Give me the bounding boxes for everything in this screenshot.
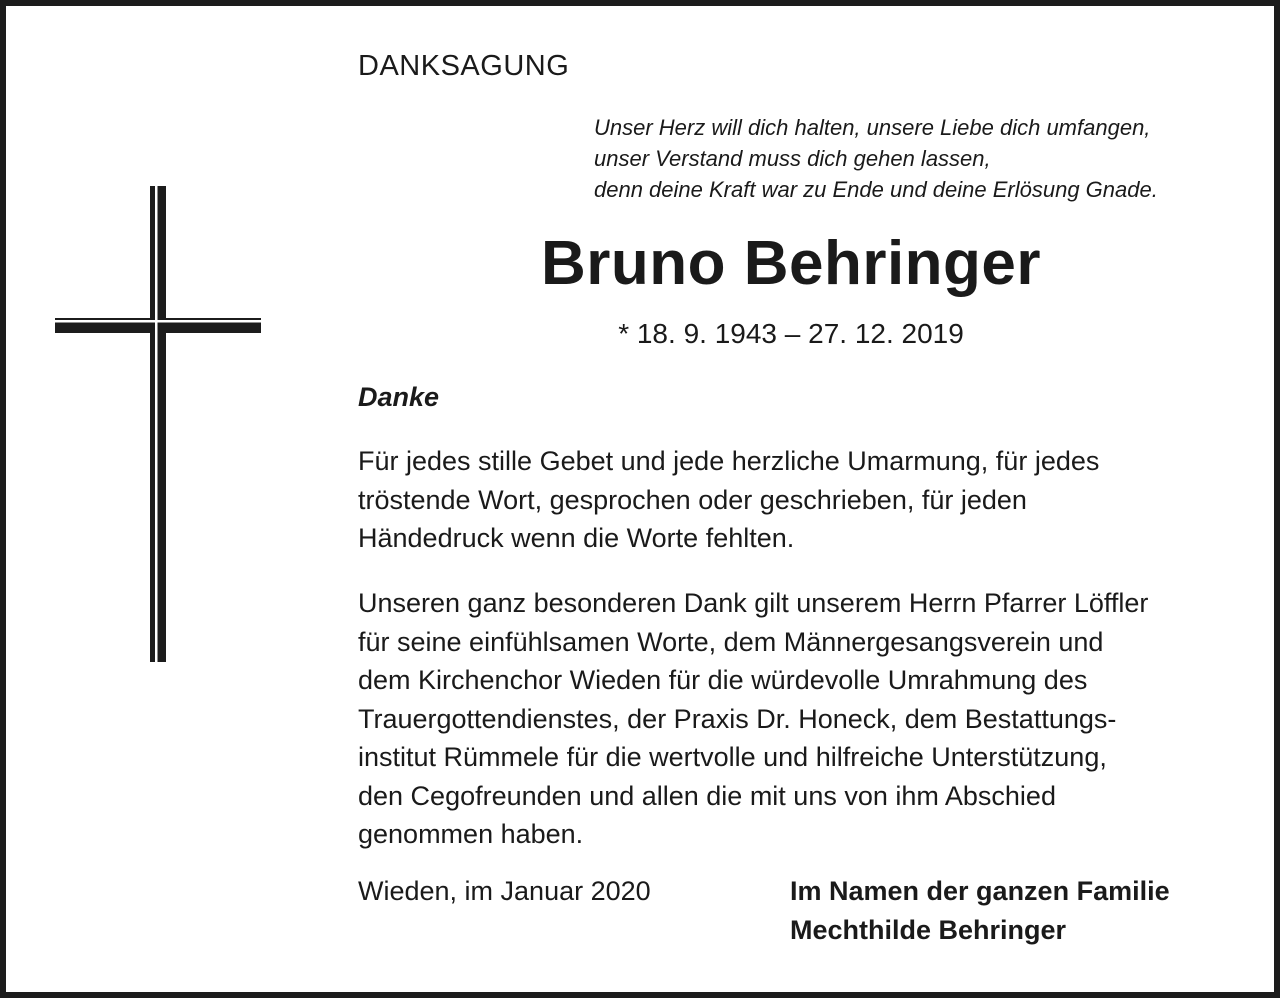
text-line: Unseren ganz besonderen Dank gilt unserem Herrn Pfarrer Löffler [358,588,1149,618]
text-line: den Cegofreunden und allen die mit uns von ihm Abschied [358,780,1056,811]
signature-line: Im Namen der ganzen Familie [790,876,1170,906]
poem-line: Unser Herz will dich halten, unsere Liebe dich umfangen, [594,115,1151,140]
text-line: genommen haben. [358,819,584,849]
announcement-heading: DANKSAGUNG [358,50,570,82]
thanks-paragraph-2 [358,584,1148,854]
thanks-paragraph-1 [358,442,1099,558]
memorial-poem [594,112,1158,205]
poem-line: denn deine Kraft war zu Ende und deine Erlösung Gnade. [594,177,1158,202]
family-signature [790,872,1170,949]
life-dates: * 18. 9. 1943 – 27. 12. 2019 [618,318,964,349]
thanks-title: Danke [358,382,440,412]
text-line: institut Rümmele für die wertvolle und hilfreiche Unterstützung, [358,742,1107,772]
poem-line: unser Verstand muss dich gehen lassen, [594,146,991,171]
place-and-date: Wieden, im Januar 2020 [358,876,651,906]
cross-icon [0,0,300,700]
text-line: tröstende Wort, gesprochen oder geschrieben, für jeden [358,484,1027,515]
text-line: für seine einfühlsamen Worte, dem Männergesangsverein und [358,626,1104,657]
text-line: Trauergottendienstes, der Praxis Dr. Honeck, dem Bestattungs- [358,703,1117,734]
text-line: dem Kirchenchor Wieden für die würdevolle Umrahmung des [358,665,1088,695]
text-line: Händedruck wenn die Worte fehlten. [358,523,795,553]
deceased-name: Bruno Behringer [540,229,1042,298]
signature-line: Mechthilde Behringer [790,914,1067,945]
text-line: Für jedes stille Gebet und jede herzliche Umarmung, für jedes [358,446,1100,476]
